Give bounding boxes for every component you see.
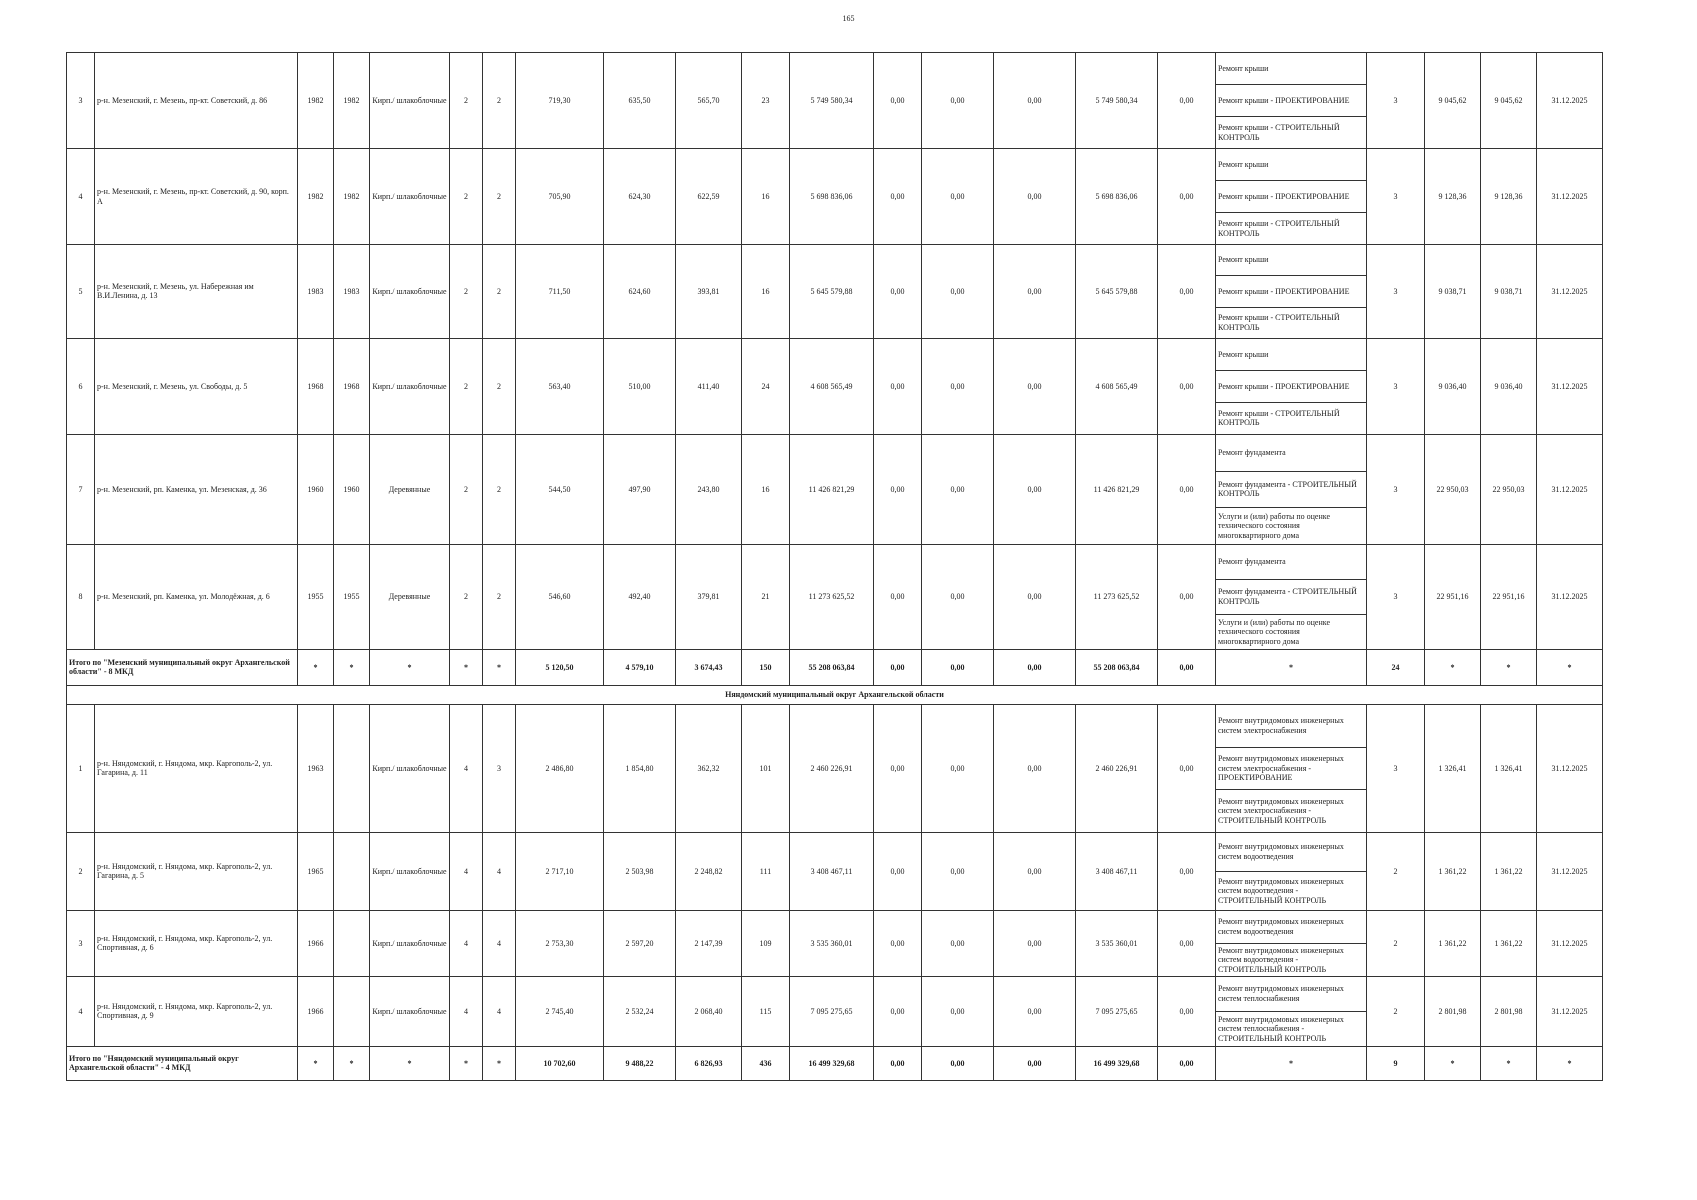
cell-f4: 11 273 625,52 bbox=[1076, 544, 1158, 649]
work-type-cell: Ремонт крыши - ПРОЕКТИРОВАНИЕ bbox=[1216, 276, 1367, 307]
table-row bbox=[67, 976, 1603, 1011]
cell-people: 16 bbox=[742, 149, 790, 245]
cell-fl: 4 bbox=[450, 976, 483, 1046]
cell-f5: 0,00 bbox=[1158, 149, 1216, 245]
subtotal-people: 436 bbox=[742, 1046, 790, 1080]
subtotal-f3: 0,00 bbox=[994, 1046, 1076, 1080]
subtotal-row bbox=[67, 649, 1603, 685]
max-cost-cell: 1 361,22 bbox=[1481, 910, 1537, 976]
cell-y2: 1960 bbox=[334, 434, 370, 544]
cell-f5: 0,00 bbox=[1158, 338, 1216, 434]
cell-f1: 0,00 bbox=[874, 338, 922, 434]
row-number: 6 bbox=[67, 338, 95, 434]
work-type-cell: Ремонт внутридомовых инженерных систем водоотведения bbox=[1216, 832, 1367, 871]
cell-f4: 5 749 580,34 bbox=[1076, 53, 1158, 149]
row-number: 4 bbox=[67, 976, 95, 1046]
cell-y1: 1983 bbox=[298, 245, 334, 339]
work-type-cell: Ремонт крыши - СТРОИТЕЛЬНЫЙ КОНТРОЛЬ bbox=[1216, 213, 1367, 245]
subtotal-cnt: 9 bbox=[1367, 1046, 1425, 1080]
star-cell: * bbox=[450, 649, 483, 685]
table-row bbox=[67, 544, 1603, 579]
cell-a3: 2 068,40 bbox=[676, 976, 742, 1046]
cell-f4: 5 698 836,06 bbox=[1076, 149, 1158, 245]
cell-total: 3 408 467,11 bbox=[790, 832, 874, 910]
cell-f3: 0,00 bbox=[994, 544, 1076, 649]
subtotal-f4: 55 208 063,84 bbox=[1076, 649, 1158, 685]
deadline-cell: 31.12.2025 bbox=[1537, 434, 1603, 544]
cell-f2: 0,00 bbox=[922, 910, 994, 976]
cell-f5: 0,00 bbox=[1158, 53, 1216, 149]
cell-y2: 1983 bbox=[334, 245, 370, 339]
work-type-cell: Ремонт крыши - СТРОИТЕЛЬНЫЙ КОНТРОЛЬ bbox=[1216, 402, 1367, 434]
subtotal-f5: 0,00 bbox=[1158, 1046, 1216, 1080]
cell-people: 24 bbox=[742, 338, 790, 434]
work-type-cell: Ремонт внутридомовых инженерных систем электроснабжения - СТРОИТЕЛЬНЫЙ КОНТРОЛЬ bbox=[1216, 790, 1367, 833]
star-cell: * bbox=[1481, 1046, 1537, 1080]
subtotal-a2: 9 488,22 bbox=[604, 1046, 676, 1080]
cell-people: 115 bbox=[742, 976, 790, 1046]
cell-f1: 0,00 bbox=[874, 976, 922, 1046]
cell-y1: 1968 bbox=[298, 338, 334, 434]
cell-fl: 4 bbox=[450, 910, 483, 976]
star-cell: * bbox=[1425, 649, 1481, 685]
work-type-cell: Ремонт фундамента bbox=[1216, 434, 1367, 471]
work-count-cell: 3 bbox=[1367, 338, 1425, 434]
cell-y1: 1963 bbox=[298, 704, 334, 832]
cell-f5: 0,00 bbox=[1158, 704, 1216, 832]
cell-fl: 2 bbox=[450, 245, 483, 339]
star-cell: * bbox=[483, 649, 516, 685]
cell-a2: 2 597,20 bbox=[604, 910, 676, 976]
cell-y2: 1968 bbox=[334, 338, 370, 434]
cost-per-m2-cell: 9 036,40 bbox=[1425, 338, 1481, 434]
cell-mat: Кирп./ шлакоблочные bbox=[370, 704, 450, 832]
cell-f4: 7 095 275,65 bbox=[1076, 976, 1158, 1046]
deadline-cell: 31.12.2025 bbox=[1537, 832, 1603, 910]
subtotal-f1: 0,00 bbox=[874, 1046, 922, 1080]
subtotal-f5: 0,00 bbox=[1158, 649, 1216, 685]
cell-y1: 1982 bbox=[298, 149, 334, 245]
subtotal-row bbox=[67, 1046, 1603, 1080]
address-cell: р-н. Мезенский, г. Мезень, ул. Свободы, д. 5 bbox=[95, 338, 298, 434]
cell-y2 bbox=[334, 976, 370, 1046]
cell-fl: 2 bbox=[450, 434, 483, 544]
work-count-cell: 2 bbox=[1367, 910, 1425, 976]
cell-f3: 0,00 bbox=[994, 245, 1076, 339]
subtotal-f2: 0,00 bbox=[922, 649, 994, 685]
deadline-cell: 31.12.2025 bbox=[1537, 338, 1603, 434]
cell-ent: 3 bbox=[483, 704, 516, 832]
cell-f2: 0,00 bbox=[922, 832, 994, 910]
cell-fl: 4 bbox=[450, 704, 483, 832]
cell-a2: 497,90 bbox=[604, 434, 676, 544]
subtotal-a1: 5 120,50 bbox=[516, 649, 604, 685]
cell-a3: 411,40 bbox=[676, 338, 742, 434]
cell-f1: 0,00 bbox=[874, 149, 922, 245]
cell-ent: 2 bbox=[483, 245, 516, 339]
cell-y1: 1965 bbox=[298, 832, 334, 910]
star-cell: * bbox=[334, 649, 370, 685]
cell-f3: 0,00 bbox=[994, 976, 1076, 1046]
cell-a1: 2 753,30 bbox=[516, 910, 604, 976]
cell-a2: 2 532,24 bbox=[604, 976, 676, 1046]
work-type-cell: Ремонт крыши - ПРОЕКТИРОВАНИЕ bbox=[1216, 370, 1367, 402]
cost-per-m2-cell: 1 326,41 bbox=[1425, 704, 1481, 832]
row-number: 2 bbox=[67, 832, 95, 910]
cell-a1: 546,60 bbox=[516, 544, 604, 649]
work-type-cell: Ремонт крыши - ПРОЕКТИРОВАНИЕ bbox=[1216, 85, 1367, 117]
cost-per-m2-cell: 1 361,22 bbox=[1425, 832, 1481, 910]
cell-y2: 1982 bbox=[334, 53, 370, 149]
cell-f4: 4 608 565,49 bbox=[1076, 338, 1158, 434]
cost-per-m2-cell: 9 128,36 bbox=[1425, 149, 1481, 245]
cell-f1: 0,00 bbox=[874, 53, 922, 149]
star-cell: * bbox=[483, 1046, 516, 1080]
cost-per-m2-cell: 1 361,22 bbox=[1425, 910, 1481, 976]
page-number: 165 bbox=[842, 14, 855, 23]
deadline-cell: 31.12.2025 bbox=[1537, 910, 1603, 976]
row-number: 1 bbox=[67, 704, 95, 832]
cell-f2: 0,00 bbox=[922, 149, 994, 245]
cell-mat: Деревянные bbox=[370, 544, 450, 649]
cell-f1: 0,00 bbox=[874, 832, 922, 910]
cell-f5: 0,00 bbox=[1158, 910, 1216, 976]
cell-f1: 0,00 bbox=[874, 544, 922, 649]
work-type-cell: Ремонт крыши - ПРОЕКТИРОВАНИЕ bbox=[1216, 181, 1367, 213]
cell-y1: 1955 bbox=[298, 544, 334, 649]
work-type-cell: Ремонт внутридомовых инженерных систем электроснабжения - ПРОЕКТИРОВАНИЕ bbox=[1216, 747, 1367, 790]
deadline-cell: 31.12.2025 bbox=[1537, 976, 1603, 1046]
cell-mat: Кирп./ шлакоблочные bbox=[370, 910, 450, 976]
max-cost-cell: 2 801,98 bbox=[1481, 976, 1537, 1046]
cell-y2 bbox=[334, 704, 370, 832]
deadline-cell: 31.12.2025 bbox=[1537, 53, 1603, 149]
subtotal-cnt: 24 bbox=[1367, 649, 1425, 685]
cell-y1: 1966 bbox=[298, 910, 334, 976]
work-type-cell: Ремонт внутридомовых инженерных систем водоотведения bbox=[1216, 910, 1367, 943]
star-cell: * bbox=[1481, 649, 1537, 685]
cell-ent: 2 bbox=[483, 338, 516, 434]
cell-f1: 0,00 bbox=[874, 245, 922, 339]
cell-people: 111 bbox=[742, 832, 790, 910]
cell-a2: 1 854,80 bbox=[604, 704, 676, 832]
cell-f1: 0,00 bbox=[874, 910, 922, 976]
cell-f3: 0,00 bbox=[994, 832, 1076, 910]
cell-mat: Кирп./ шлакоблочные bbox=[370, 976, 450, 1046]
cell-y1: 1966 bbox=[298, 976, 334, 1046]
cost-per-m2-cell: 22 951,16 bbox=[1425, 544, 1481, 649]
row-number: 5 bbox=[67, 245, 95, 339]
cell-ent: 2 bbox=[483, 53, 516, 149]
work-type-cell: Ремонт крыши - СТРОИТЕЛЬНЫЙ КОНТРОЛЬ bbox=[1216, 117, 1367, 149]
cell-f4: 3 535 360,01 bbox=[1076, 910, 1158, 976]
cell-a2: 624,30 bbox=[604, 149, 676, 245]
table-row bbox=[67, 245, 1603, 276]
deadline-cell: 31.12.2025 bbox=[1537, 704, 1603, 832]
max-cost-cell: 22 951,16 bbox=[1481, 544, 1537, 649]
register-table bbox=[66, 52, 1603, 1081]
cell-y1: 1982 bbox=[298, 53, 334, 149]
work-type-cell: Ремонт крыши bbox=[1216, 53, 1367, 85]
cell-total: 11 426 821,29 bbox=[790, 434, 874, 544]
deadline-cell: 31.12.2025 bbox=[1537, 245, 1603, 339]
cell-f2: 0,00 bbox=[922, 544, 994, 649]
work-type-cell: Услуги и (или) работы по оценке технического состояния многоквартирного дома bbox=[1216, 508, 1367, 545]
cell-a3: 622,59 bbox=[676, 149, 742, 245]
cell-ent: 4 bbox=[483, 910, 516, 976]
row-number: 7 bbox=[67, 434, 95, 544]
address-cell: р-н. Мезенский, г. Мезень, пр-кт. Советский, д. 90, корп. А bbox=[95, 149, 298, 245]
work-type-cell: Услуги и (или) работы по оценке технического состояния многоквартирного дома bbox=[1216, 614, 1367, 649]
cell-a3: 379,81 bbox=[676, 544, 742, 649]
address-cell: р-н. Няндомский, г. Няндома, мкр. Каргополь-2, ул. Спортивная, д. 6 bbox=[95, 910, 298, 976]
cell-mat: Кирп./ шлакоблочные bbox=[370, 832, 450, 910]
cell-total: 7 095 275,65 bbox=[790, 976, 874, 1046]
subtotal-f3: 0,00 bbox=[994, 649, 1076, 685]
work-type-cell: Ремонт фундамента - СТРОИТЕЛЬНЫЙ КОНТРОЛЬ bbox=[1216, 579, 1367, 614]
cell-a3: 2 147,39 bbox=[676, 910, 742, 976]
cell-a2: 635,50 bbox=[604, 53, 676, 149]
cell-a1: 2 745,40 bbox=[516, 976, 604, 1046]
star-cell: * bbox=[334, 1046, 370, 1080]
work-type-cell: Ремонт крыши bbox=[1216, 245, 1367, 276]
address-cell: р-н. Мезенский, г. Мезень, пр-кт. Советский, д. 86 bbox=[95, 53, 298, 149]
work-count-cell: 3 bbox=[1367, 149, 1425, 245]
cell-f5: 0,00 bbox=[1158, 544, 1216, 649]
table-row bbox=[67, 704, 1603, 747]
cell-f2: 0,00 bbox=[922, 338, 994, 434]
address-cell: р-н. Няндомский, г. Няндома, мкр. Каргополь-2, ул. Гагарина, д. 5 bbox=[95, 832, 298, 910]
cell-f3: 0,00 bbox=[994, 53, 1076, 149]
subtotal-a3: 6 826,93 bbox=[676, 1046, 742, 1080]
work-count-cell: 3 bbox=[1367, 434, 1425, 544]
cell-f3: 0,00 bbox=[994, 910, 1076, 976]
cell-total: 5 698 836,06 bbox=[790, 149, 874, 245]
subtotal-f4: 16 499 329,68 bbox=[1076, 1046, 1158, 1080]
cell-people: 16 bbox=[742, 245, 790, 339]
cell-f2: 0,00 bbox=[922, 245, 994, 339]
cell-a1: 705,90 bbox=[516, 149, 604, 245]
max-cost-cell: 1 326,41 bbox=[1481, 704, 1537, 832]
cell-a1: 2 717,10 bbox=[516, 832, 604, 910]
table-row bbox=[67, 53, 1603, 85]
star-cell: * bbox=[1216, 1046, 1367, 1080]
cost-per-m2-cell: 22 950,03 bbox=[1425, 434, 1481, 544]
subtotal-f2: 0,00 bbox=[922, 1046, 994, 1080]
table-row bbox=[67, 149, 1603, 181]
work-type-cell: Ремонт крыши bbox=[1216, 338, 1367, 370]
work-type-cell: Ремонт внутридомовых инженерных систем электроснабжения bbox=[1216, 704, 1367, 747]
address-cell: р-н. Мезенский, рп. Каменка, ул. Молодёжная, д. 6 bbox=[95, 544, 298, 649]
cell-f3: 0,00 bbox=[994, 149, 1076, 245]
section-title: Няндомский муниципальный округ Архангельской области bbox=[67, 685, 1603, 704]
cell-a1: 2 486,80 bbox=[516, 704, 604, 832]
cell-mat: Кирп./ шлакоблочные bbox=[370, 53, 450, 149]
cell-ent: 4 bbox=[483, 976, 516, 1046]
cell-fl: 2 bbox=[450, 53, 483, 149]
cell-a3: 565,70 bbox=[676, 53, 742, 149]
address-cell: р-н. Мезенский, рп. Каменка, ул. Мезенская, д. 36 bbox=[95, 434, 298, 544]
cell-people: 101 bbox=[742, 704, 790, 832]
cell-a1: 544,50 bbox=[516, 434, 604, 544]
cost-per-m2-cell: 2 801,98 bbox=[1425, 976, 1481, 1046]
row-number: 4 bbox=[67, 149, 95, 245]
cell-y2: 1955 bbox=[334, 544, 370, 649]
cell-total: 2 460 226,91 bbox=[790, 704, 874, 832]
star-cell: * bbox=[1216, 649, 1367, 685]
work-type-cell: Ремонт внутридомовых инженерных систем теплоснабжения - СТРОИТЕЛЬНЫЙ КОНТРОЛЬ bbox=[1216, 1011, 1367, 1046]
address-cell: р-н. Няндомский, г. Няндома, мкр. Каргополь-2, ул. Спортивная, д. 9 bbox=[95, 976, 298, 1046]
work-count-cell: 2 bbox=[1367, 976, 1425, 1046]
subtotal-people: 150 bbox=[742, 649, 790, 685]
star-cell: * bbox=[450, 1046, 483, 1080]
star-cell: * bbox=[1537, 649, 1603, 685]
cell-people: 109 bbox=[742, 910, 790, 976]
subtotal-total: 55 208 063,84 bbox=[790, 649, 874, 685]
star-cell: * bbox=[1425, 1046, 1481, 1080]
subtotal-a1: 10 702,60 bbox=[516, 1046, 604, 1080]
subtotal-label: Итого по "Мезенский муниципальный округ Архангельской области" - 8 МКД bbox=[67, 649, 298, 685]
address-cell: р-н. Мезенский, г. Мезень, ул. Набережная им В.И.Ленина, д. 13 bbox=[95, 245, 298, 339]
cell-total: 3 535 360,01 bbox=[790, 910, 874, 976]
cell-f2: 0,00 bbox=[922, 434, 994, 544]
cell-f5: 0,00 bbox=[1158, 832, 1216, 910]
work-type-cell: Ремонт внутридомовых инженерных систем водоотведения - СТРОИТЕЛЬНЫЙ КОНТРОЛЬ bbox=[1216, 943, 1367, 976]
cell-fl: 2 bbox=[450, 149, 483, 245]
cell-people: 21 bbox=[742, 544, 790, 649]
max-cost-cell: 9 128,36 bbox=[1481, 149, 1537, 245]
cell-y1: 1960 bbox=[298, 434, 334, 544]
cell-f3: 0,00 bbox=[994, 434, 1076, 544]
cell-total: 11 273 625,52 bbox=[790, 544, 874, 649]
cell-f2: 0,00 bbox=[922, 53, 994, 149]
cell-fl: 4 bbox=[450, 832, 483, 910]
cell-mat: Кирп./ шлакоблочные bbox=[370, 149, 450, 245]
max-cost-cell: 22 950,03 bbox=[1481, 434, 1537, 544]
star-cell: * bbox=[1537, 1046, 1603, 1080]
cell-a2: 510,00 bbox=[604, 338, 676, 434]
cell-mat: Деревянные bbox=[370, 434, 450, 544]
cell-a3: 2 248,82 bbox=[676, 832, 742, 910]
cell-f4: 11 426 821,29 bbox=[1076, 434, 1158, 544]
cell-y2 bbox=[334, 910, 370, 976]
cell-a1: 711,50 bbox=[516, 245, 604, 339]
cell-f1: 0,00 bbox=[874, 434, 922, 544]
work-type-cell: Ремонт внутридомовых инженерных систем теплоснабжения bbox=[1216, 976, 1367, 1011]
work-type-cell: Ремонт фундамента - СТРОИТЕЛЬНЫЙ КОНТРОЛЬ bbox=[1216, 471, 1367, 508]
cell-f4: 3 408 467,11 bbox=[1076, 832, 1158, 910]
cost-per-m2-cell: 9 045,62 bbox=[1425, 53, 1481, 149]
section-header-row bbox=[67, 685, 1603, 704]
cell-fl: 2 bbox=[450, 338, 483, 434]
table-row bbox=[67, 338, 1603, 370]
star-cell: * bbox=[370, 1046, 450, 1080]
cell-fl: 2 bbox=[450, 544, 483, 649]
max-cost-cell: 9 036,40 bbox=[1481, 338, 1537, 434]
cell-ent: 4 bbox=[483, 832, 516, 910]
cell-f2: 0,00 bbox=[922, 704, 994, 832]
subtotal-label: Итого по "Няндомский муниципальный округ Архангельской области" - 4 МКД bbox=[67, 1046, 298, 1080]
deadline-cell: 31.12.2025 bbox=[1537, 544, 1603, 649]
cell-f3: 0,00 bbox=[994, 704, 1076, 832]
cell-total: 5 749 580,34 bbox=[790, 53, 874, 149]
cell-mat: Кирп./ шлакоблочные bbox=[370, 245, 450, 339]
max-cost-cell: 9 045,62 bbox=[1481, 53, 1537, 149]
work-count-cell: 3 bbox=[1367, 704, 1425, 832]
work-count-cell: 3 bbox=[1367, 544, 1425, 649]
max-cost-cell: 1 361,22 bbox=[1481, 832, 1537, 910]
cell-f4: 5 645 579,88 bbox=[1076, 245, 1158, 339]
work-count-cell: 2 bbox=[1367, 832, 1425, 910]
work-type-cell: Ремонт фундамента bbox=[1216, 544, 1367, 579]
table-row bbox=[67, 434, 1603, 471]
work-type-cell: Ремонт крыши - СТРОИТЕЛЬНЫЙ КОНТРОЛЬ bbox=[1216, 307, 1367, 338]
cell-total: 4 608 565,49 bbox=[790, 338, 874, 434]
cell-f2: 0,00 bbox=[922, 976, 994, 1046]
cell-f1: 0,00 bbox=[874, 704, 922, 832]
row-number: 8 bbox=[67, 544, 95, 649]
cell-a2: 624,60 bbox=[604, 245, 676, 339]
star-cell: * bbox=[298, 649, 334, 685]
cell-f5: 0,00 bbox=[1158, 434, 1216, 544]
cell-y2: 1982 bbox=[334, 149, 370, 245]
cell-y2 bbox=[334, 832, 370, 910]
subtotal-a2: 4 579,10 bbox=[604, 649, 676, 685]
cell-a1: 719,30 bbox=[516, 53, 604, 149]
work-count-cell: 3 bbox=[1367, 53, 1425, 149]
table-row bbox=[67, 910, 1603, 943]
work-type-cell: Ремонт крыши bbox=[1216, 149, 1367, 181]
cell-a2: 492,40 bbox=[604, 544, 676, 649]
cell-f3: 0,00 bbox=[994, 338, 1076, 434]
cell-a3: 243,80 bbox=[676, 434, 742, 544]
cell-mat: Кирп./ шлакоблочные bbox=[370, 338, 450, 434]
cell-f4: 2 460 226,91 bbox=[1076, 704, 1158, 832]
max-cost-cell: 9 038,71 bbox=[1481, 245, 1537, 339]
row-number: 3 bbox=[67, 910, 95, 976]
cost-per-m2-cell: 9 038,71 bbox=[1425, 245, 1481, 339]
cell-total: 5 645 579,88 bbox=[790, 245, 874, 339]
cell-people: 16 bbox=[742, 434, 790, 544]
cell-people: 23 bbox=[742, 53, 790, 149]
subtotal-total: 16 499 329,68 bbox=[790, 1046, 874, 1080]
cell-ent: 2 bbox=[483, 434, 516, 544]
cell-ent: 2 bbox=[483, 149, 516, 245]
cell-f5: 0,00 bbox=[1158, 245, 1216, 339]
cell-a3: 393,81 bbox=[676, 245, 742, 339]
table-row bbox=[67, 832, 1603, 871]
subtotal-f1: 0,00 bbox=[874, 649, 922, 685]
star-cell: * bbox=[370, 649, 450, 685]
row-number: 3 bbox=[67, 53, 95, 149]
cell-a1: 563,40 bbox=[516, 338, 604, 434]
work-type-cell: Ремонт внутридомовых инженерных систем водоотведения - СТРОИТЕЛЬНЫЙ КОНТРОЛЬ bbox=[1216, 871, 1367, 910]
subtotal-a3: 3 674,43 bbox=[676, 649, 742, 685]
cell-ent: 2 bbox=[483, 544, 516, 649]
deadline-cell: 31.12.2025 bbox=[1537, 149, 1603, 245]
cell-a2: 2 503,98 bbox=[604, 832, 676, 910]
work-count-cell: 3 bbox=[1367, 245, 1425, 339]
cell-a3: 362,32 bbox=[676, 704, 742, 832]
cell-f5: 0,00 bbox=[1158, 976, 1216, 1046]
address-cell: р-н. Няндомский, г. Няндома, мкр. Каргополь-2, ул. Гагарина, д. 11 bbox=[95, 704, 298, 832]
star-cell: * bbox=[298, 1046, 334, 1080]
